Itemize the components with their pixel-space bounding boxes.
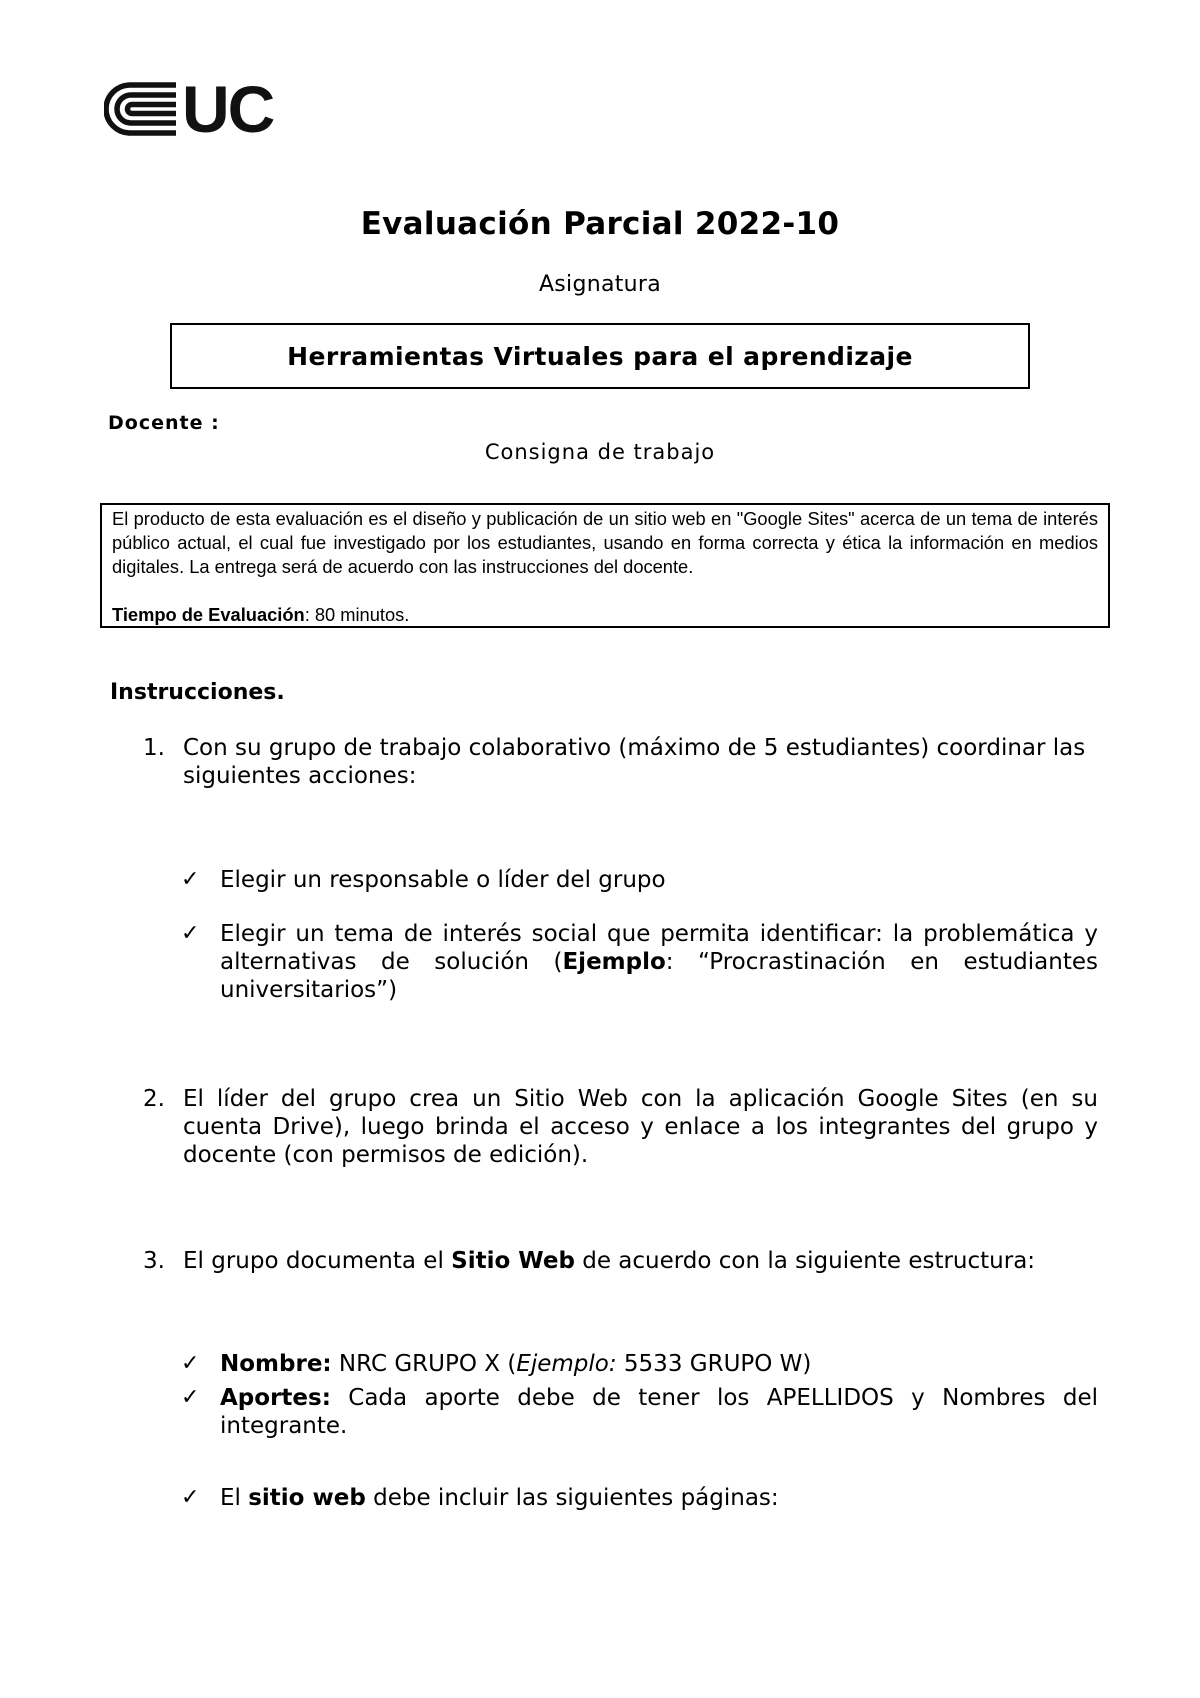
aportes-text: Cada aporte debe de tener los APELLIDOS y Nombres del integrante.: [220, 1385, 1098, 1439]
item-3-sitio: [220, 1484, 1098, 1512]
subject-name: Herramientas Virtuales para el aprendizaje: [287, 341, 913, 371]
item-2-number: 2.: [143, 1086, 165, 1112]
nombre-label: Nombre:: [220, 1351, 332, 1377]
uc-stripes-logo-icon: [104, 81, 176, 137]
assignment-info-box: [100, 503, 1110, 628]
sitio-bold: sitio web: [248, 1485, 366, 1511]
item-3-text: [183, 1247, 1098, 1275]
evaluation-time-label: Tiempo de Evaluación: [112, 604, 305, 625]
evaluation-time: [112, 603, 1098, 627]
item-3-prefix: El grupo documenta el: [183, 1248, 452, 1274]
check-mark-icon: ✓: [181, 1351, 200, 1376]
check-mark-icon: ✓: [181, 867, 200, 892]
item-1-check-a: Elegir un responsable o líder del grupo: [220, 867, 666, 893]
item-3-nombre: [220, 1350, 1098, 1378]
nombre-italic: Ejemplo:: [516, 1351, 617, 1377]
uc-logo: [104, 72, 274, 146]
check-mark-icon: ✓: [181, 1485, 200, 1510]
check-mark-icon: ✓: [181, 921, 200, 946]
subject-label: Asignatura: [538, 272, 662, 297]
item-2-text: El líder del grupo crea un Sitio Web con la aplicación Google Sites (en su cuenta Drive), luego brinda el acceso y enlace a los integrantes del grupo y docente (con permisos de edición).: [183, 1086, 1098, 1168]
item-1-check-b-suffix: : “Procrastinación en estudiantes universitarios”): [220, 949, 1098, 1003]
sitio-prefix: El: [220, 1485, 249, 1511]
item-1-check-b-bold: Ejemplo: [562, 949, 666, 975]
instructions-heading: Instrucciones.: [110, 680, 285, 705]
item-1-text: Con su grupo de trabajo colaborativo (máximo de 5 estudiantes) coordinar las siguientes acciones:: [183, 735, 1086, 789]
uc-logo-text: UC: [182, 72, 274, 146]
nombre-end: 5533 GRUPO W): [616, 1351, 812, 1377]
nombre-text: NRC GRUPO X (: [331, 1351, 517, 1377]
assignment-description: El producto de esta evaluación es el diseño y publicación de un sitio web en "Google Sites" acerca de un tema de interés público actual, el cual fue investigado por los estudiantes, usando en forma correcta y ética la información en medios digitales. La entrega será de acuerdo con las instrucciones del docente.: [112, 508, 1098, 577]
evaluation-time-value: : 80 minutos.: [304, 604, 410, 625]
docente-label: Docente :: [108, 412, 220, 434]
check-mark-icon: ✓: [181, 1385, 200, 1410]
sitio-suffix: debe incluir las siguientes páginas:: [365, 1485, 779, 1511]
item-1-number: 1.: [143, 735, 165, 761]
item-3-number: 3.: [143, 1248, 165, 1274]
item-3-suffix: de acuerdo con la siguiente estructura:: [574, 1248, 1036, 1274]
item-1-check-b: [220, 920, 1098, 1004]
aportes-label: Aportes:: [220, 1385, 331, 1411]
subject-name-box: [170, 323, 1030, 389]
item-1-check-b-prefix: Elegir un tema de interés social que permita identificar: la problemática y alternativas de solución (: [220, 921, 1098, 975]
item-3-aportes: [220, 1384, 1098, 1440]
consigna-heading: Consigna de trabajo: [484, 440, 716, 464]
page-title: Evaluación Parcial 2022-10: [360, 206, 840, 242]
item-3-bold: Sitio Web: [451, 1248, 575, 1274]
